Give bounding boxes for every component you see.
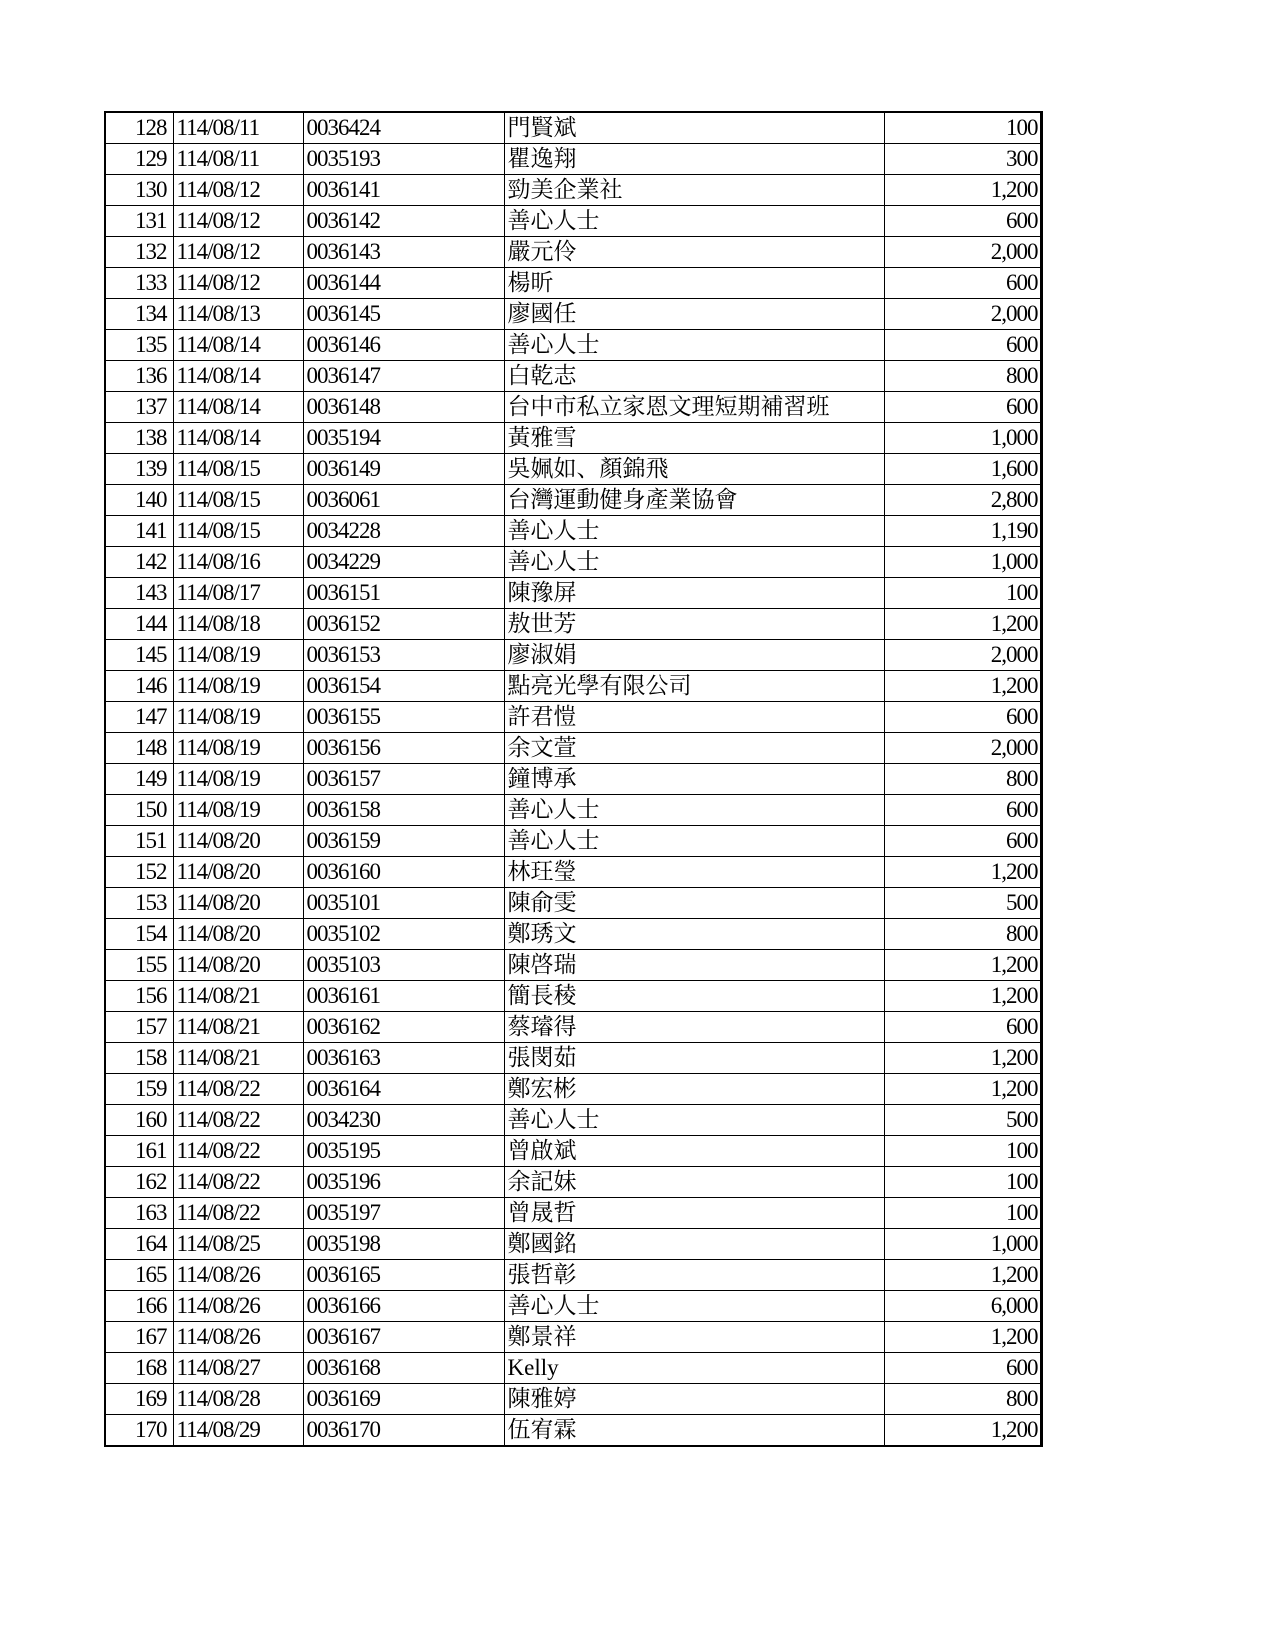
amount-cell: 1,000 <box>884 547 1041 578</box>
row-number-cell: 162 <box>105 1167 173 1198</box>
row-number-cell: 149 <box>105 764 173 795</box>
table-row <box>105 112 1041 144</box>
date-cell: 114/08/14 <box>173 330 303 361</box>
amount-cell: 800 <box>884 919 1041 950</box>
row-number-cell: 163 <box>105 1198 173 1229</box>
table-row <box>105 516 1041 547</box>
row-number-cell: 166 <box>105 1291 173 1322</box>
receipt-number-cell: 0036158 <box>303 795 504 826</box>
table-row <box>105 609 1041 640</box>
amount-cell: 1,000 <box>884 423 1041 454</box>
row-number-cell: 169 <box>105 1384 173 1415</box>
donor-name-cell: 陳俞雯 <box>504 888 884 919</box>
donor-name-cell: 善心人士 <box>504 795 884 826</box>
receipt-number-cell: 0035198 <box>303 1229 504 1260</box>
date-cell: 114/08/19 <box>173 702 303 733</box>
table-row <box>105 330 1041 361</box>
receipt-number-cell: 0036424 <box>303 112 504 144</box>
amount-cell: 1,200 <box>884 981 1041 1012</box>
table-row <box>105 950 1041 981</box>
date-cell: 114/08/15 <box>173 485 303 516</box>
donor-name-cell: 鐘博承 <box>504 764 884 795</box>
donor-name-cell: 善心人士 <box>504 330 884 361</box>
date-cell: 114/08/22 <box>173 1136 303 1167</box>
table-row <box>105 795 1041 826</box>
table-row <box>105 1167 1041 1198</box>
amount-cell: 1,200 <box>884 1043 1041 1074</box>
amount-cell: 2,000 <box>884 237 1041 268</box>
receipt-number-cell: 0036161 <box>303 981 504 1012</box>
amount-cell: 300 <box>884 144 1041 175</box>
table-row <box>105 857 1041 888</box>
row-number-cell: 158 <box>105 1043 173 1074</box>
donor-name-cell: 余記妹 <box>504 1167 884 1198</box>
table-row <box>105 1384 1041 1415</box>
date-cell: 114/08/25 <box>173 1229 303 1260</box>
table-row <box>105 144 1041 175</box>
amount-cell: 600 <box>884 826 1041 857</box>
amount-cell: 600 <box>884 795 1041 826</box>
date-cell: 114/08/29 <box>173 1415 303 1447</box>
amount-cell: 100 <box>884 578 1041 609</box>
receipt-number-cell: 0036162 <box>303 1012 504 1043</box>
table-row <box>105 206 1041 237</box>
receipt-number-cell: 0036168 <box>303 1353 504 1384</box>
row-number-cell: 165 <box>105 1260 173 1291</box>
receipt-number-cell: 0036146 <box>303 330 504 361</box>
receipt-number-cell: 0036159 <box>303 826 504 857</box>
donor-name-cell: 黃雅雪 <box>504 423 884 454</box>
receipt-number-cell: 0036160 <box>303 857 504 888</box>
amount-cell: 600 <box>884 1012 1041 1043</box>
row-number-cell: 136 <box>105 361 173 392</box>
donor-name-cell: 善心人士 <box>504 206 884 237</box>
amount-cell: 1,200 <box>884 1260 1041 1291</box>
row-number-cell: 156 <box>105 981 173 1012</box>
table-row <box>105 1353 1041 1384</box>
donor-name-cell: 善心人士 <box>504 547 884 578</box>
receipt-number-cell: 0036167 <box>303 1322 504 1353</box>
table-row <box>105 1291 1041 1322</box>
table-row <box>105 578 1041 609</box>
amount-cell: 600 <box>884 392 1041 423</box>
table-row <box>105 268 1041 299</box>
date-cell: 114/08/15 <box>173 516 303 547</box>
date-cell: 114/08/26 <box>173 1322 303 1353</box>
amount-cell: 600 <box>884 330 1041 361</box>
receipt-number-cell: 0035196 <box>303 1167 504 1198</box>
date-cell: 114/08/12 <box>173 237 303 268</box>
date-cell: 114/08/19 <box>173 640 303 671</box>
receipt-number-cell: 0035103 <box>303 950 504 981</box>
receipt-number-cell: 0036163 <box>303 1043 504 1074</box>
table-row <box>105 1105 1041 1136</box>
receipt-number-cell: 0036164 <box>303 1074 504 1105</box>
donor-name-cell: 林玨瑩 <box>504 857 884 888</box>
row-number-cell: 167 <box>105 1322 173 1353</box>
receipt-number-cell: 0036157 <box>303 764 504 795</box>
date-cell: 114/08/20 <box>173 919 303 950</box>
donor-name-cell: 曾晟哲 <box>504 1198 884 1229</box>
table-row <box>105 1229 1041 1260</box>
row-number-cell: 135 <box>105 330 173 361</box>
row-number-cell: 168 <box>105 1353 173 1384</box>
amount-cell: 2,800 <box>884 485 1041 516</box>
amount-cell: 1,200 <box>884 1322 1041 1353</box>
donor-name-cell: 善心人士 <box>504 516 884 547</box>
amount-cell: 1,200 <box>884 175 1041 206</box>
row-number-cell: 139 <box>105 454 173 485</box>
date-cell: 114/08/26 <box>173 1291 303 1322</box>
table-row <box>105 423 1041 454</box>
row-number-cell: 164 <box>105 1229 173 1260</box>
donation-ledger-table <box>104 111 1043 1447</box>
donor-name-cell: 伍宥霖 <box>504 1415 884 1447</box>
row-number-cell: 152 <box>105 857 173 888</box>
receipt-number-cell: 0036154 <box>303 671 504 702</box>
receipt-number-cell: 0034228 <box>303 516 504 547</box>
table-row <box>105 640 1041 671</box>
row-number-cell: 159 <box>105 1074 173 1105</box>
table-row <box>105 702 1041 733</box>
table-row <box>105 485 1041 516</box>
donor-name-cell: 敖世芳 <box>504 609 884 640</box>
date-cell: 114/08/14 <box>173 361 303 392</box>
row-number-cell: 128 <box>105 112 173 144</box>
row-number-cell: 130 <box>105 175 173 206</box>
date-cell: 114/08/26 <box>173 1260 303 1291</box>
receipt-number-cell: 0034230 <box>303 1105 504 1136</box>
date-cell: 114/08/27 <box>173 1353 303 1384</box>
amount-cell: 100 <box>884 1136 1041 1167</box>
row-number-cell: 133 <box>105 268 173 299</box>
receipt-number-cell: 0036147 <box>303 361 504 392</box>
table-row <box>105 1415 1041 1447</box>
amount-cell: 2,000 <box>884 733 1041 764</box>
donor-name-cell: 鄭宏彬 <box>504 1074 884 1105</box>
donor-name-cell: 廖淑娟 <box>504 640 884 671</box>
date-cell: 114/08/22 <box>173 1074 303 1105</box>
table-row <box>105 764 1041 795</box>
date-cell: 114/08/22 <box>173 1198 303 1229</box>
amount-cell: 6,000 <box>884 1291 1041 1322</box>
donor-name-cell: 許君愷 <box>504 702 884 733</box>
date-cell: 114/08/19 <box>173 671 303 702</box>
date-cell: 114/08/14 <box>173 423 303 454</box>
row-number-cell: 142 <box>105 547 173 578</box>
amount-cell: 1,200 <box>884 671 1041 702</box>
row-number-cell: 151 <box>105 826 173 857</box>
receipt-number-cell: 0036152 <box>303 609 504 640</box>
amount-cell: 500 <box>884 888 1041 919</box>
amount-cell: 1,190 <box>884 516 1041 547</box>
date-cell: 114/08/20 <box>173 857 303 888</box>
date-cell: 114/08/22 <box>173 1105 303 1136</box>
date-cell: 114/08/20 <box>173 888 303 919</box>
row-number-cell: 137 <box>105 392 173 423</box>
date-cell: 114/08/19 <box>173 764 303 795</box>
amount-cell: 2,000 <box>884 299 1041 330</box>
row-number-cell: 170 <box>105 1415 173 1447</box>
table-row <box>105 392 1041 423</box>
amount-cell: 1,000 <box>884 1229 1041 1260</box>
table-row <box>105 299 1041 330</box>
table-row <box>105 888 1041 919</box>
amount-cell: 100 <box>884 112 1041 144</box>
amount-cell: 100 <box>884 1198 1041 1229</box>
row-number-cell: 160 <box>105 1105 173 1136</box>
amount-cell: 600 <box>884 1353 1041 1384</box>
receipt-number-cell: 0036153 <box>303 640 504 671</box>
table-row <box>105 733 1041 764</box>
amount-cell: 1,200 <box>884 857 1041 888</box>
row-number-cell: 140 <box>105 485 173 516</box>
receipt-number-cell: 0034229 <box>303 547 504 578</box>
receipt-number-cell: 0036151 <box>303 578 504 609</box>
table-row <box>105 175 1041 206</box>
donor-name-cell: 鄭琇文 <box>504 919 884 950</box>
receipt-number-cell: 0035101 <box>303 888 504 919</box>
amount-cell: 500 <box>884 1105 1041 1136</box>
row-number-cell: 155 <box>105 950 173 981</box>
donor-name-cell: 點亮光學有限公司 <box>504 671 884 702</box>
donor-name-cell: 廖國任 <box>504 299 884 330</box>
donor-name-cell: 楊昕 <box>504 268 884 299</box>
amount-cell: 600 <box>884 702 1041 733</box>
table-row <box>105 671 1041 702</box>
donor-name-cell: 瞿逸翔 <box>504 144 884 175</box>
amount-cell: 800 <box>884 764 1041 795</box>
donor-name-cell: 陳雅婷 <box>504 1384 884 1415</box>
receipt-number-cell: 0036170 <box>303 1415 504 1447</box>
date-cell: 114/08/14 <box>173 392 303 423</box>
donor-name-cell: 善心人士 <box>504 1291 884 1322</box>
amount-cell: 2,000 <box>884 640 1041 671</box>
row-number-cell: 153 <box>105 888 173 919</box>
row-number-cell: 129 <box>105 144 173 175</box>
table-row <box>105 1074 1041 1105</box>
date-cell: 114/08/12 <box>173 268 303 299</box>
date-cell: 114/08/20 <box>173 950 303 981</box>
receipt-number-cell: 0036165 <box>303 1260 504 1291</box>
receipt-number-cell: 0035195 <box>303 1136 504 1167</box>
date-cell: 114/08/11 <box>173 112 303 144</box>
donor-name-cell: 曾啟斌 <box>504 1136 884 1167</box>
amount-cell: 100 <box>884 1167 1041 1198</box>
row-number-cell: 132 <box>105 237 173 268</box>
table-row <box>105 981 1041 1012</box>
donor-name-cell: 台灣運動健身產業協會 <box>504 485 884 516</box>
receipt-number-cell: 0036149 <box>303 454 504 485</box>
date-cell: 114/08/18 <box>173 609 303 640</box>
donor-name-cell: 門賢斌 <box>504 112 884 144</box>
table-row <box>105 1136 1041 1167</box>
amount-cell: 800 <box>884 361 1041 392</box>
date-cell: 114/08/19 <box>173 795 303 826</box>
amount-cell: 1,200 <box>884 609 1041 640</box>
row-number-cell: 141 <box>105 516 173 547</box>
date-cell: 114/08/21 <box>173 981 303 1012</box>
receipt-number-cell: 0035194 <box>303 423 504 454</box>
table-row <box>105 547 1041 578</box>
receipt-number-cell: 0036144 <box>303 268 504 299</box>
donor-name-cell: 陳豫屏 <box>504 578 884 609</box>
amount-cell: 800 <box>884 1384 1041 1415</box>
receipt-number-cell: 0036142 <box>303 206 504 237</box>
ledger-body <box>105 112 1041 1446</box>
date-cell: 114/08/15 <box>173 454 303 485</box>
donor-name-cell: 善心人士 <box>504 1105 884 1136</box>
row-number-cell: 138 <box>105 423 173 454</box>
receipt-number-cell: 0036141 <box>303 175 504 206</box>
date-cell: 114/08/28 <box>173 1384 303 1415</box>
row-number-cell: 148 <box>105 733 173 764</box>
receipt-number-cell: 0036148 <box>303 392 504 423</box>
amount-cell: 600 <box>884 206 1041 237</box>
date-cell: 114/08/21 <box>173 1012 303 1043</box>
row-number-cell: 143 <box>105 578 173 609</box>
amount-cell: 1,600 <box>884 454 1041 485</box>
table-row <box>105 919 1041 950</box>
date-cell: 114/08/20 <box>173 826 303 857</box>
table-row <box>105 1198 1041 1229</box>
table-row <box>105 361 1041 392</box>
row-number-cell: 134 <box>105 299 173 330</box>
date-cell: 114/08/11 <box>173 144 303 175</box>
table-row <box>105 1012 1041 1043</box>
donor-name-cell: Kelly <box>504 1353 884 1384</box>
row-number-cell: 161 <box>105 1136 173 1167</box>
date-cell: 114/08/12 <box>173 206 303 237</box>
receipt-number-cell: 0036169 <box>303 1384 504 1415</box>
donor-name-cell: 白乾志 <box>504 361 884 392</box>
amount-cell: 1,200 <box>884 1074 1041 1105</box>
date-cell: 114/08/13 <box>173 299 303 330</box>
receipt-number-cell: 0035102 <box>303 919 504 950</box>
donor-name-cell: 陳啓瑞 <box>504 950 884 981</box>
row-number-cell: 157 <box>105 1012 173 1043</box>
receipt-number-cell: 0036061 <box>303 485 504 516</box>
receipt-number-cell: 0036166 <box>303 1291 504 1322</box>
amount-cell: 600 <box>884 268 1041 299</box>
donor-name-cell: 鄭景祥 <box>504 1322 884 1353</box>
date-cell: 114/08/12 <box>173 175 303 206</box>
date-cell: 114/08/21 <box>173 1043 303 1074</box>
donor-name-cell: 嚴元伶 <box>504 237 884 268</box>
row-number-cell: 150 <box>105 795 173 826</box>
donor-name-cell: 余文萱 <box>504 733 884 764</box>
row-number-cell: 147 <box>105 702 173 733</box>
row-number-cell: 144 <box>105 609 173 640</box>
receipt-number-cell: 0035193 <box>303 144 504 175</box>
table-row <box>105 1260 1041 1291</box>
amount-cell: 1,200 <box>884 950 1041 981</box>
table-row <box>105 237 1041 268</box>
receipt-number-cell: 0036145 <box>303 299 504 330</box>
donor-name-cell: 善心人士 <box>504 826 884 857</box>
donor-name-cell: 簡長稜 <box>504 981 884 1012</box>
row-number-cell: 146 <box>105 671 173 702</box>
row-number-cell: 131 <box>105 206 173 237</box>
date-cell: 114/08/16 <box>173 547 303 578</box>
table-row <box>105 454 1041 485</box>
amount-cell: 1,200 <box>990 1417 1038 1442</box>
donor-name-cell: 勁美企業社 <box>504 175 884 206</box>
date-cell: 114/08/22 <box>173 1167 303 1198</box>
donor-name-cell: 張哲彰 <box>504 1260 884 1291</box>
table-row <box>105 826 1041 857</box>
donor-name-cell: 鄭國銘 <box>504 1229 884 1260</box>
date-cell: 114/08/19 <box>173 733 303 764</box>
donor-name-cell: 台中市私立家恩文理短期補習班 <box>504 392 884 423</box>
donor-name-cell: 吳姵如、顏錦飛 <box>504 454 884 485</box>
table-row <box>105 1043 1041 1074</box>
row-number-cell: 145 <box>105 640 173 671</box>
donor-name-cell: 蔡璿得 <box>504 1012 884 1043</box>
donor-name-cell: 張閔茹 <box>504 1043 884 1074</box>
receipt-number-cell: 0036155 <box>303 702 504 733</box>
date-cell: 114/08/17 <box>173 578 303 609</box>
receipt-number-cell: 0035197 <box>303 1198 504 1229</box>
row-number-cell: 154 <box>105 919 173 950</box>
receipt-number-cell: 0036143 <box>303 237 504 268</box>
receipt-number-cell: 0036156 <box>303 733 504 764</box>
table-row <box>105 1322 1041 1353</box>
